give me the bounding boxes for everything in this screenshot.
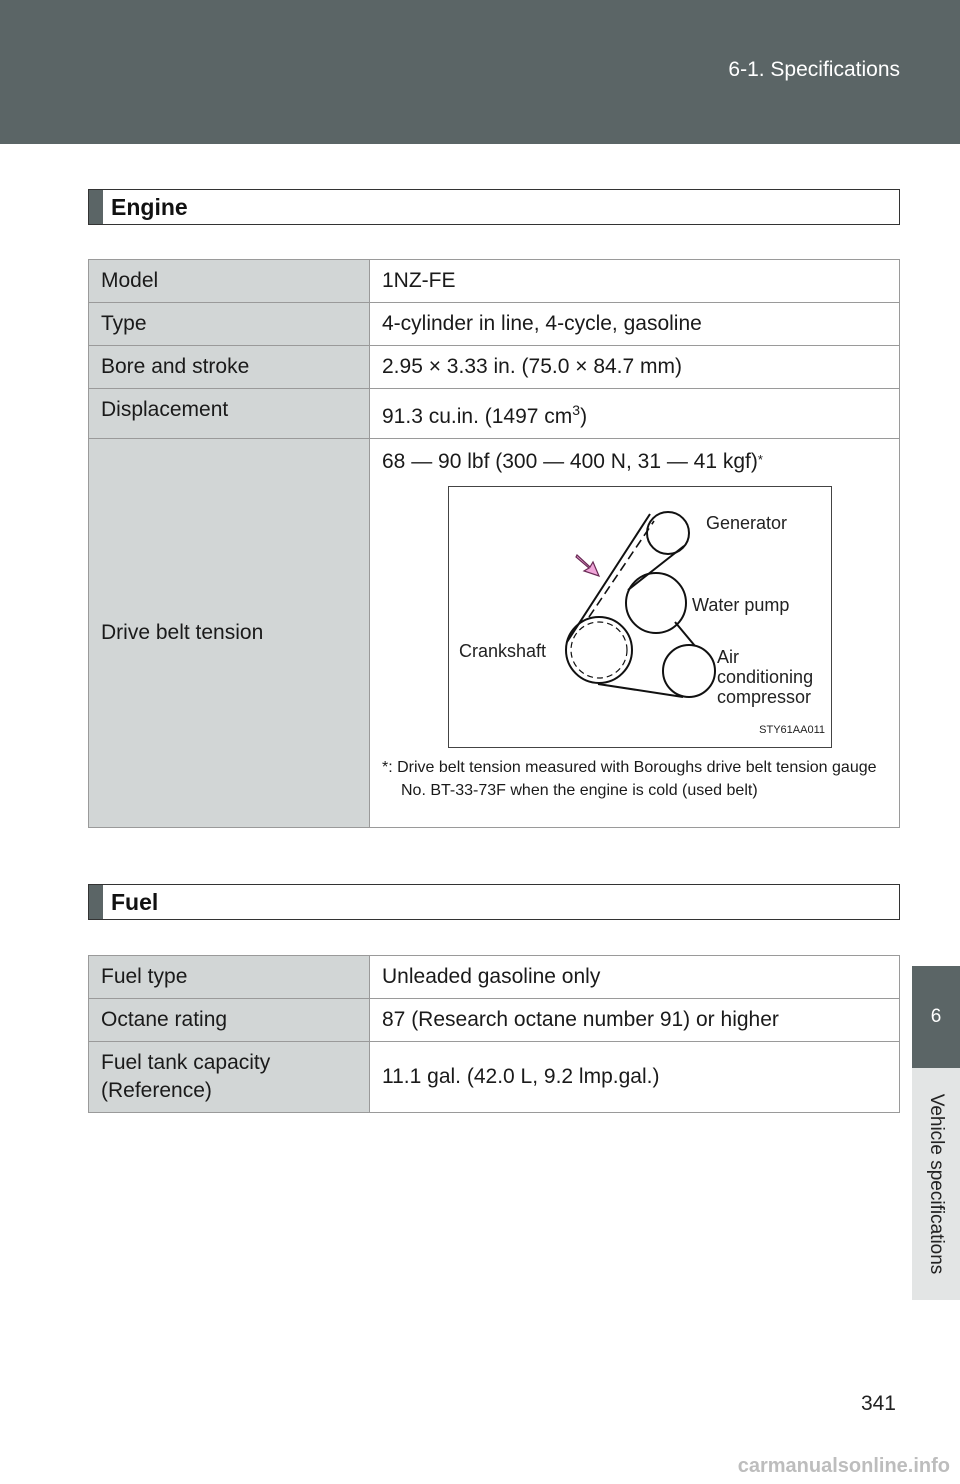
spec-value: 4-cylinder in line, 4-cycle, gasoline <box>370 303 900 346</box>
section-title: 6-1. Specifications <box>728 58 900 81</box>
chapter-tab: 6 <box>912 966 960 1068</box>
generator-label: Generator <box>706 513 788 533</box>
table-row <box>89 389 900 439</box>
spec-label: Drive belt tension <box>89 439 370 828</box>
diagram-code: STY61AA011 <box>759 724 825 736</box>
superscript: 3 <box>572 402 581 418</box>
spec-label: Type <box>89 303 370 346</box>
spec-label <box>89 1042 370 1113</box>
belt-tension-value: 68 — 90 lbf (300 — 400 N, 31 — 41 kgf) <box>382 450 758 473</box>
asterisk: * <box>757 452 763 467</box>
ac-compressor-pulley <box>663 645 715 697</box>
engine-section-heading <box>88 189 900 225</box>
spec-value: Unleaded gasoline only <box>370 956 900 999</box>
crankshaft-label: Crankshaft <box>459 641 547 661</box>
spec-value: 87 (Research octane number 91) or higher <box>370 999 900 1042</box>
displacement-value: 91.3 cu.in. (1497 cm <box>382 405 573 428</box>
spec-label: Displacement <box>89 389 370 439</box>
spec-value: 2.95 × 3.33 in. (75.0 × 84.7 mm) <box>370 346 900 389</box>
ac-label-line: conditioning <box>717 667 814 687</box>
heading-marker <box>89 885 103 919</box>
spec-value: 11.1 gal. (42.0 L, 9.2 lmp.gal.) <box>370 1042 900 1113</box>
spec-label: Model <box>89 260 370 303</box>
table-row <box>89 439 900 828</box>
capacity-label-line: Fuel tank capacity <box>101 1051 271 1074</box>
table-row <box>89 303 900 346</box>
ac-label-line: compressor <box>717 687 812 707</box>
spec-value <box>370 389 900 439</box>
table-row <box>89 956 900 999</box>
spec-label: Bore and stroke <box>89 346 370 389</box>
table-row <box>89 1042 900 1113</box>
belt-footnote: *: Drive belt tension measured with Boroughs drive belt tension gauge No. BT-33-73F when the engine is cold (used belt) <box>382 759 877 799</box>
fuel-spec-table <box>88 955 900 1113</box>
fuel-heading-label: Fuel <box>111 889 159 915</box>
table-row <box>89 260 900 303</box>
engine-heading-label: Engine <box>111 194 188 220</box>
displacement-suffix: ) <box>580 405 588 428</box>
belt-deflection-line <box>589 521 654 617</box>
spec-label: Fuel type <box>89 956 370 999</box>
ac-compressor-label <box>717 647 813 707</box>
watermark: carmanualsonline.info <box>737 1455 950 1477</box>
heading-marker <box>89 190 103 224</box>
chapter-label: Vehicle specifications <box>926 1093 947 1275</box>
water-pump-label: Water pump <box>692 595 790 615</box>
ac-label-line: Air <box>717 647 739 667</box>
pressure-arrow <box>576 555 599 576</box>
page-header <box>0 0 960 144</box>
belt-diagram <box>448 486 832 748</box>
table-row <box>89 999 900 1042</box>
drive-belt <box>566 514 695 697</box>
table-row <box>89 346 900 389</box>
page-number: 341 <box>860 1392 896 1415</box>
spec-value <box>370 439 900 828</box>
spec-value: 1NZ-FE <box>370 260 900 303</box>
engine-spec-table <box>88 259 900 828</box>
capacity-label-line: (Reference) <box>101 1079 212 1102</box>
crankshaft-pulley-inner <box>571 622 627 678</box>
spec-label: Octane rating <box>89 999 370 1042</box>
fuel-section-heading <box>88 884 900 920</box>
